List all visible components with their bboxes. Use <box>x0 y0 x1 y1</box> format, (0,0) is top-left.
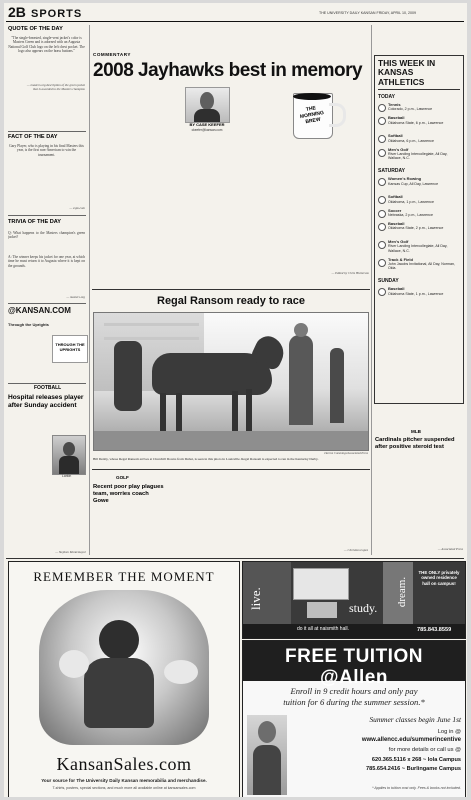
football-body-2 <box>52 481 86 548</box>
track-icon <box>378 259 386 267</box>
rowing-icon <box>378 178 386 186</box>
schedule-event-sport: Soccer <box>388 207 402 213</box>
schedule-event-detail: Kansas Cup, All Day, Lawrence <box>388 181 439 186</box>
divider <box>8 131 86 132</box>
allen-student-photo <box>247 715 287 795</box>
allen-line-1: Enroll in 9 credit hours and only pay <box>290 686 418 696</box>
schedule-day-heading: SUNDAY <box>378 278 399 285</box>
naismith-promo: THE ONLY privately owned residence hall on campus! <box>418 570 460 586</box>
commentary-headline: 2008 Jayhawks best in memory <box>93 60 363 81</box>
schedule-event-sport: Softball <box>388 194 403 200</box>
divider <box>92 289 370 290</box>
live-word: live. <box>248 587 263 610</box>
golf-col-4 <box>306 475 368 547</box>
quote-text: "The single-breasted, single-vent jacket's color is Masters Green and is adorned with an Augusta National Golf Club logo on the left chest pocket. The logo also appears on the brass buttons." <box>8 36 85 54</box>
football-credit: — Stephen Montemayor <box>55 550 86 554</box>
quote-credit: — masters.org description of the green jacket that is awarded to the Masters champion <box>26 83 85 91</box>
schedule-day-heading: TODAY <box>378 94 395 100</box>
column-divider <box>89 25 90 555</box>
schedule-event-detail: Oklahoma State, 1 p.m., Lawrence <box>388 291 444 296</box>
schedule-day-heading: SATURDAY <box>378 168 405 175</box>
schedule-event-detail: Oklahoma, 6 p.m., Lawrence <box>388 138 434 143</box>
softball-icon <box>378 196 386 204</box>
commentary-kicker: COMMENTARY <box>93 52 131 57</box>
schedule-event-detail: River Landing Intercollegiate, All Day, Wallace, N.C. <box>388 244 448 253</box>
kansan-sales-small: T-shirts, posters, special sections, and much more all available online at kansansales.com <box>52 786 196 790</box>
golf-col-1 <box>93 506 165 553</box>
golf-col-2 <box>169 475 234 553</box>
page-label: 2B <box>8 4 26 20</box>
trivia-title: TRIVIA OF THE DAY <box>8 219 62 225</box>
football-kicker: FOOTBALL <box>34 385 62 391</box>
schedule-event-sport: Tennis <box>388 102 401 107</box>
commentary-col-4 <box>235 89 277 285</box>
golf-headline: Recent poor play plagues team, worries coach Gowe <box>93 484 164 504</box>
regal-photo-credit: Darron Cummings/Associated Press <box>324 451 368 455</box>
golf-col-3 <box>238 475 302 553</box>
schedule-event <box>388 148 458 161</box>
trivia-question: Q: What happens to the Masters champion's green jacket? <box>8 231 85 240</box>
schedule-event-sport: Men's Golf <box>388 238 409 244</box>
schedule-event-detail: River Landing Intercollegiate, All Day, Wallace, N.C. <box>388 152 448 161</box>
schedule-event-sport: Baseball <box>388 286 405 292</box>
golf-kicker: GOLF <box>116 475 129 480</box>
tennis-icon <box>378 104 386 112</box>
allen-title: FREE TUITION @Allen <box>285 646 423 688</box>
remember-title: REMEMBER THE MOMENT <box>33 569 215 584</box>
naismith-ad[interactable] <box>242 561 466 639</box>
sidebar-schedule <box>374 91 462 401</box>
commentary-col-2 <box>139 89 187 285</box>
kansan-sales-tagline: Your source for The University Daily Kansan memorabilia and merchandise. <box>41 778 207 783</box>
baseball-icon <box>378 117 386 125</box>
remember-ad[interactable] <box>8 561 240 797</box>
football-photo-caption: Larkin <box>62 474 72 478</box>
commentary-col-5 <box>284 145 324 285</box>
schedule-event-sport: Baseball <box>388 221 405 226</box>
uprights-label: THROUGH THE UPRIGHTS <box>55 342 85 352</box>
commentary-col-6 <box>328 145 369 265</box>
allen-summer: Summer classes begin June 1st <box>369 715 461 724</box>
schedule-event <box>388 177 458 186</box>
schedule-event-detail: Oklahoma, 1 p.m., Lawrence <box>388 199 434 204</box>
kansan-com-subhead[interactable]: Through the Uprights <box>8 322 49 327</box>
football-body <box>8 413 48 548</box>
schedule-event-sport: Men's Golf <box>388 146 409 152</box>
commentary-credit: — Edited by Chris Hickerson <box>331 271 369 275</box>
baseball-icon <box>378 223 386 231</box>
golf-icon <box>378 149 386 157</box>
mlb-kicker: MLB <box>411 429 421 434</box>
morning-brew-mug <box>289 89 349 141</box>
football-headline: Hospital releases player after Sunday accident <box>8 394 84 409</box>
schedule-event <box>388 222 458 231</box>
kansan-com-logo[interactable]: @KANSAN.COM <box>8 306 71 315</box>
allen-ad[interactable] <box>242 640 466 797</box>
trivia-answer: A: The winner keeps his jacket for one year, at which time he must return it to Augusta where it is kept on the grounds. <box>8 255 85 268</box>
columnist-byline: BY CASE KEEFER <box>189 122 225 127</box>
schedule-event-detail: Oklahoma State, 2 p.m., Lawrence <box>388 226 444 231</box>
naismith-phone[interactable]: 785.843.8559 <box>417 627 452 633</box>
schedule-event <box>388 134 458 143</box>
divider <box>8 303 86 304</box>
schedule-event-sport: Baseball <box>388 115 405 121</box>
dream-word: dream. <box>396 576 409 608</box>
golf-credit: — Christian Lopez <box>343 548 368 552</box>
naismith-tagline: do it all at naismith hall. <box>297 626 349 632</box>
softball-icon <box>378 135 386 143</box>
schedule-event <box>388 116 458 125</box>
schedule-event-detail: John Jacobs Invitational, All Day, Norman, Okla. <box>388 262 456 271</box>
divider <box>8 215 86 216</box>
schedule-event-sport: Softball <box>388 133 403 139</box>
mug-label: THE MORNING BREW <box>299 105 325 126</box>
study-word: study. <box>349 601 378 615</box>
allen-footnote: * Applies to tuition cost only. Fees & books not included. <box>372 786 461 790</box>
fact-title: FACT OF THE DAY <box>8 134 58 140</box>
allen-line-2: tuition for 6 during the summer session.* <box>283 697 425 707</box>
sidebar-title: THIS WEEK IN KANSAS ATHLETICS <box>378 58 436 87</box>
uprights-logo <box>52 335 88 363</box>
regal-headline: Regal Ransom ready to race <box>157 295 305 307</box>
header-rule <box>6 21 464 22</box>
schedule-event-sport: Women's Rowing <box>388 176 422 182</box>
baseball-icon <box>378 288 386 296</box>
mlb-body <box>375 453 463 545</box>
schedule-event <box>388 258 458 271</box>
quote-title: QUOTE OF THE DAY <box>8 26 63 32</box>
allen-info: for more details or call us @ <box>388 747 461 753</box>
allen-url[interactable]: www.allencc.edu/summerincentive <box>361 737 461 743</box>
regal-photo <box>93 312 369 451</box>
kansan-sales-logo[interactable]: KansanSales.com <box>56 754 192 774</box>
schedule-event <box>388 195 458 204</box>
divider <box>92 469 370 470</box>
allen-login: Log in @ <box>437 729 461 735</box>
football-photo <box>52 435 86 475</box>
columnist-photo <box>185 87 230 123</box>
schedule-event-detail: Nebraska, 2 p.m., Lawrence <box>388 213 433 217</box>
schedule-event-sport: Track & Field <box>388 256 413 262</box>
ads-rule <box>6 558 464 559</box>
date-line: THE UNIVERSITY DAILY KANSAN FRIDAY, APRIL 10, 2009 <box>319 11 417 15</box>
schedule-event <box>388 103 458 112</box>
mlb-headline: Cardinals pitcher suspended after positive steroid test <box>375 437 455 450</box>
remember-photo <box>39 590 209 745</box>
allen-phone-iola[interactable]: 620.365.5116 x 268 ~ Iola Campus <box>371 757 461 763</box>
section-label: SPORTS <box>31 8 83 20</box>
golf-icon <box>378 241 386 249</box>
soccer-icon <box>378 210 386 218</box>
newspaper-page <box>4 3 467 797</box>
schedule-event <box>388 287 458 296</box>
allen-phone-burlingame[interactable]: 785.654.2416 ~ Burlingame Campus <box>366 766 461 772</box>
fact-text: Gary Player, who is playing in his final Masters this year, is the first non-American to win the tournament. <box>9 144 84 157</box>
sidebar-title-rule <box>378 89 460 90</box>
fact-credit: — espn.com <box>69 206 85 210</box>
schedule-event <box>388 240 458 253</box>
commentary-col-3 <box>185 137 231 285</box>
mlb-credit: — Associated Press <box>437 547 463 551</box>
column-divider <box>371 25 372 555</box>
trivia-credit: — masters.org <box>66 295 85 299</box>
regal-caption: Bill Denby, whose Regal Ransom arrives at Churchill Downs from Dubai, is seen in this photo in Louisville. Regal Ransom is expected to run in the Kentucky Derby. <box>93 457 319 461</box>
schedule-event-detail: Oklahoma State, 6 p.m., Lawrence <box>388 120 444 125</box>
divider <box>8 383 86 384</box>
schedule-event-detail: Colorado, 2 p.m., Lawrence <box>388 107 433 112</box>
schedule-event <box>388 209 458 218</box>
commentary-col-1 <box>93 89 135 285</box>
columnist-email[interactable]: ckeefer@kansan.com <box>191 128 223 132</box>
kansan-com-blurb <box>8 329 50 374</box>
